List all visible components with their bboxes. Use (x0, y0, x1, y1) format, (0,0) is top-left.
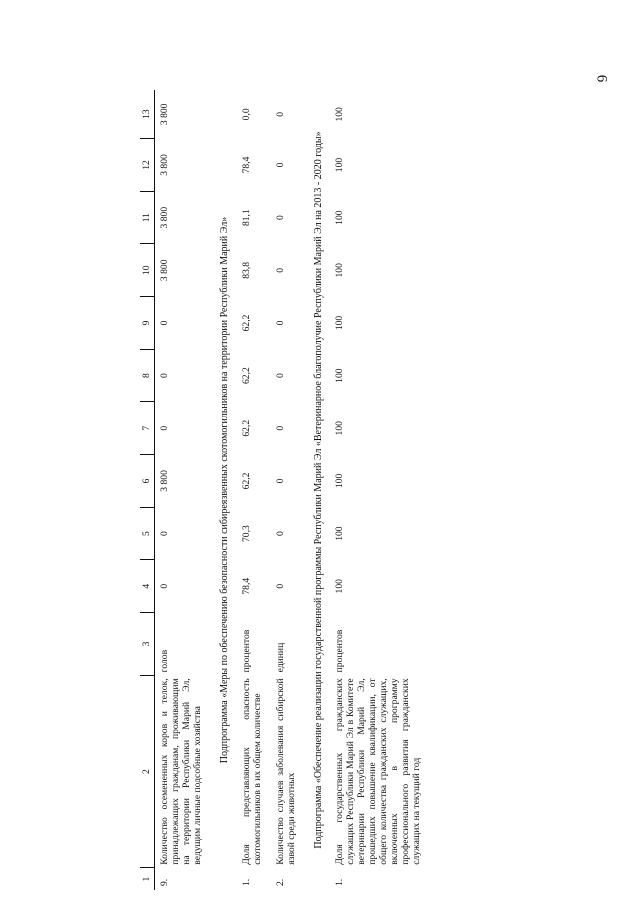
section-title: Подпрограмма «Обеспечение реализации государственной программы Республики Марий Эл «Ветеринарное благополучие Республики Марий Эл на 2013 - 2020 годы» (312, 131, 324, 849)
value-cell: 0 (274, 111, 286, 117)
col-header: 2 (140, 675, 155, 867)
col-header: 1 (140, 868, 155, 890)
indicators-table (140, 90, 431, 890)
value-cell: 0 (274, 531, 286, 536)
value-cell: 0,0 (240, 108, 252, 121)
value-cell: 81,1 (240, 209, 252, 227)
col-header: 7 (140, 402, 155, 455)
value-cell: 3 800 (159, 103, 170, 126)
value-cell: 100 (334, 210, 346, 225)
page-number: 6 (592, 74, 609, 83)
value-cell: 0 (274, 162, 286, 168)
col-header: 10 (140, 244, 155, 297)
unit: голов (159, 649, 170, 673)
value-cell: 78,4 (240, 156, 252, 174)
row-number: 1. (334, 878, 346, 886)
col-header: 12 (140, 139, 155, 192)
indicator-name: Количество случаев заболевания сибирской язвой среди животных (274, 678, 297, 865)
value-cell: 100 (334, 107, 346, 122)
value-cell: 3 800 (159, 259, 170, 282)
value-cell: 100 (334, 157, 346, 173)
col-header: 13 (140, 90, 155, 139)
value-cell: 100 (334, 368, 346, 383)
value-cell: 0 (159, 425, 170, 431)
value-cell: 0 (274, 267, 286, 273)
table-row (237, 90, 271, 890)
row-number: 9. (159, 878, 170, 886)
value-cell: 100 (334, 263, 346, 278)
value-cell: 62,2 (240, 472, 252, 490)
value-cell: 100 (334, 421, 346, 436)
section-header-row (211, 90, 237, 890)
col-header: 4 (140, 560, 155, 613)
value-cell: 0 (159, 373, 170, 379)
indicator-name: Доля представляющих опасность скотомогильников в их общем количестве (240, 678, 263, 865)
value-cell: 0 (274, 320, 286, 326)
indicator-name: Доля государственных гражданских служащих Республики Марий Эл в Комитете ветеринарии Республики Марий Эл, прошедших повышение квалификации, от общего количества гражданских служащих, включенных в программу профессионального развития гражданских служащих на текущий год (334, 678, 423, 865)
col-header: 8 (140, 349, 155, 402)
value-cell: 62,2 (240, 367, 252, 385)
table-row (271, 90, 305, 890)
value-cell: 83,8 (240, 261, 252, 279)
value-cell: 3 800 (159, 206, 170, 229)
value-cell: 100 (334, 579, 346, 594)
indicator-name: Количество осемененных коров и телок, принадлежащих гражданам, проживающим на территории Республики Марий Эл, ведущим личные подсобные хозяйства (159, 678, 204, 865)
value-cell: 0 (159, 320, 170, 326)
section-title: Подпрограмма «Меры по обеспечению безопасности сибиреязвенных скотомогильников на территории Республики Марий Эл» (219, 216, 231, 764)
value-cell: 100 (334, 315, 346, 331)
value-cell: 0 (274, 583, 286, 589)
row-number: 1. (240, 878, 252, 886)
value-cell: 0 (274, 478, 286, 484)
value-cell: 3 800 (159, 154, 170, 176)
value-cell: 78,4 (240, 577, 252, 595)
value-cell: 0 (274, 215, 286, 221)
col-header: 9 (140, 297, 155, 350)
col-header: 3 (140, 613, 155, 676)
section-header-row (305, 90, 331, 890)
value-cell: 0 (159, 583, 170, 589)
value-cell: 70,3 (240, 525, 252, 542)
row-number: 2. (274, 878, 286, 886)
value-cell: 62,2 (240, 419, 252, 437)
value-cell: 100 (334, 473, 346, 489)
unit: единиц (274, 642, 286, 673)
value-cell: 0 (159, 531, 170, 536)
value-cell: 62,2 (240, 314, 252, 332)
value-cell: 3 800 (159, 470, 170, 492)
column-header-row (140, 90, 155, 890)
value-cell: 100 (334, 526, 346, 541)
value-cell: 0 (274, 425, 286, 431)
col-header: 6 (140, 455, 155, 508)
table-row (330, 90, 430, 890)
unit: процентов (240, 629, 252, 673)
col-header: 5 (140, 507, 155, 560)
rotated-page (140, 90, 620, 890)
col-header: 11 (140, 191, 155, 244)
unit: процентов (334, 629, 346, 673)
value-cell: 0 (274, 373, 286, 379)
table-row (155, 90, 212, 890)
